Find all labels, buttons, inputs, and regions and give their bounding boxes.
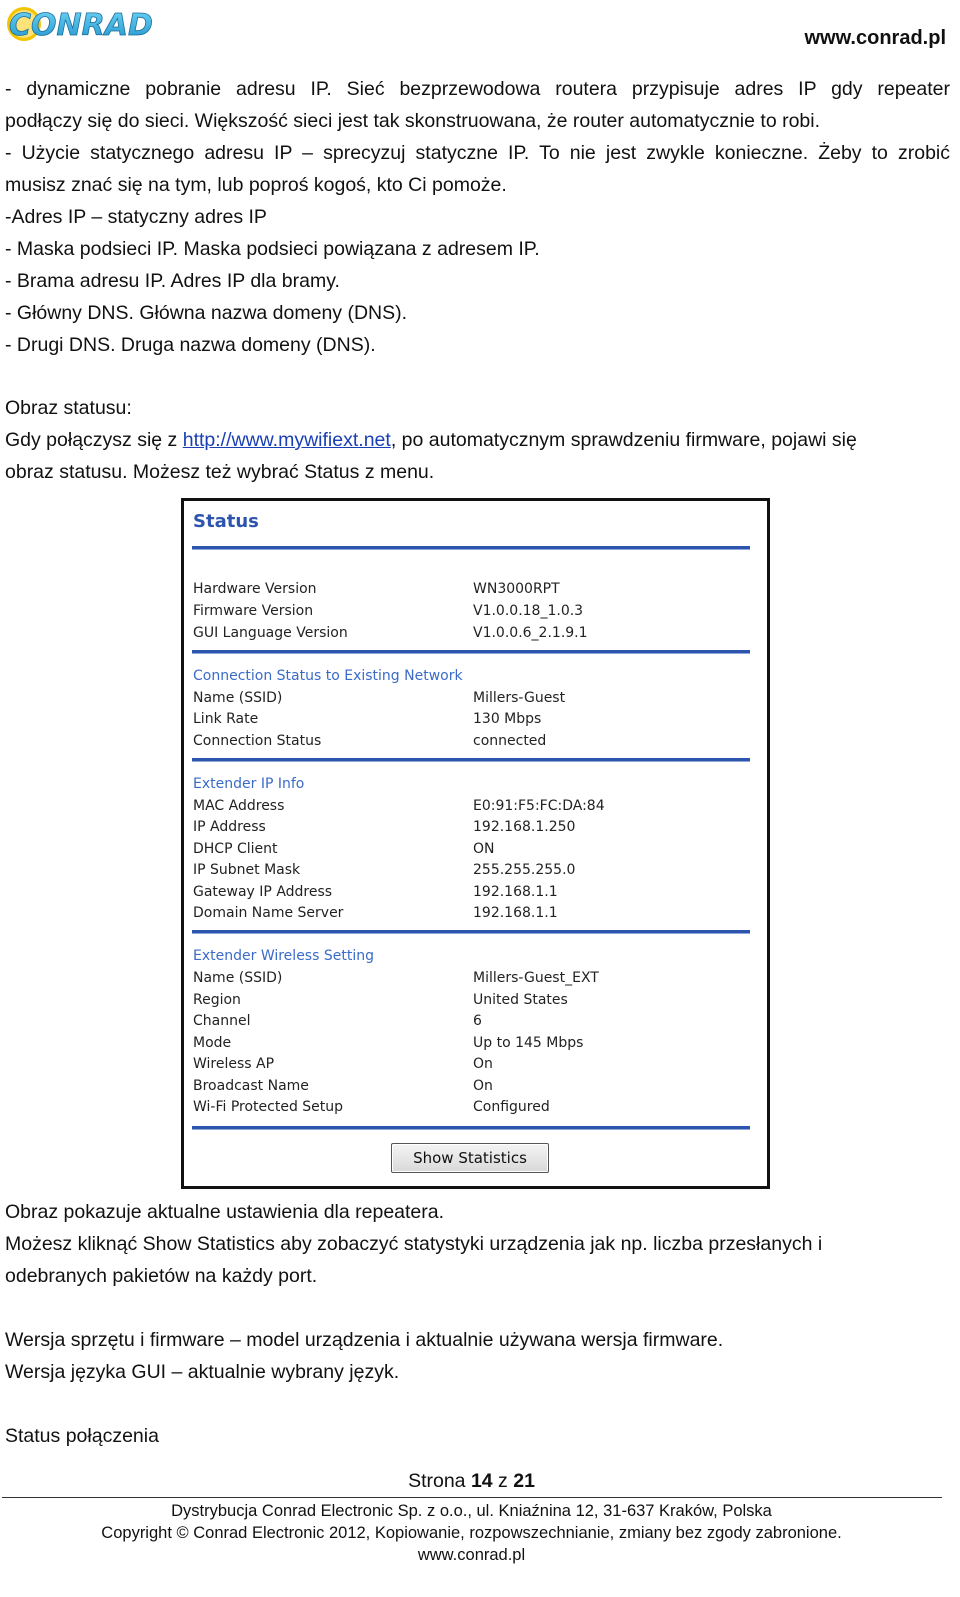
connection-status-title: Connection Status to Existing Network <box>193 668 463 684</box>
region-value: United States <box>473 992 568 1008</box>
ip-address-label: IP Address <box>193 819 266 835</box>
wireless-ssid-label: Name (SSID) <box>193 970 283 986</box>
divider <box>192 758 750 762</box>
text-line <box>5 424 950 456</box>
page-mid: z <box>492 1470 514 1492</box>
text-line: Wersja języka GUI – aktualnie wybrany język. <box>5 1361 400 1383</box>
wireless-setting-title: Extender Wireless Setting <box>193 948 374 964</box>
wireless-ap-value: On <box>473 1056 493 1072</box>
divider <box>192 1126 750 1130</box>
broadcast-name-value: On <box>473 1078 493 1094</box>
text-line: - Brama adresu IP. Adres IP dla bramy. <box>5 270 340 292</box>
page-number <box>0 1470 943 1493</box>
mac-address-value: E0:91:F5:FC:DA:84 <box>473 798 605 814</box>
footer-url: www.conrad.pl <box>417 1546 526 1564</box>
mode-label: Mode <box>193 1035 232 1051</box>
extender-ip-info-title: Extender IP Info <box>193 776 305 792</box>
page-header <box>0 0 960 60</box>
logo-wordmark: CONRAD <box>9 8 153 43</box>
firmware-version-value: V1.0.0.18_1.0.3 <box>473 603 584 619</box>
footer-divider <box>2 1497 942 1498</box>
page-prefix: Strona <box>408 1470 471 1492</box>
subnet-mask-label: IP Subnet Mask <box>193 862 301 878</box>
connection-status-label: Connection Status <box>193 733 322 749</box>
wireless-ssid-value: Millers-Guest_EXT <box>473 970 599 986</box>
link-rate-value: 130 Mbps <box>473 711 542 727</box>
text-line: Obraz pokazuje aktualne ustawienia dla repeatera. <box>5 1201 445 1223</box>
status-screenshot <box>181 498 770 1189</box>
dns-label: Domain Name Server <box>193 905 344 921</box>
region-label: Region <box>193 992 241 1008</box>
connection-heading-block <box>5 1420 950 1452</box>
subnet-mask-value: 255.255.255.0 <box>473 862 576 878</box>
dns-value: 192.168.1.1 <box>473 905 558 921</box>
text-line: - Drugi DNS. Druga nazwa domeny (DNS). <box>5 334 376 356</box>
hardware-version-label: Hardware Version <box>193 581 317 597</box>
wps-value: Configured <box>473 1099 550 1115</box>
text-line: - dynamiczne pobranie adresu IP. Sieć bezprzewodowa routera przypisuje adres IP gdy repeater <box>5 78 950 100</box>
page-current: 14 <box>470 1470 493 1492</box>
text-line: musisz znać się na tym, lub poproś kogoś, kto Ci pomoże. <box>5 174 507 196</box>
divider <box>192 546 750 550</box>
text-line: - Główny DNS. Główna nazwa domeny (DNS). <box>5 302 408 324</box>
section-heading: Status połączenia <box>5 1425 159 1447</box>
text-line: obraz statusu. Możesz też wybrać Status z menu. <box>5 461 435 483</box>
text-line: -Adres IP – statyczny adres IP <box>5 206 267 228</box>
explanation-text <box>5 1196 950 1292</box>
ip-address-value: 192.168.1.250 <box>473 819 576 835</box>
text-fragment: Gdy połączysz się z <box>5 429 183 451</box>
footer-distribution: Dystrybucja Conrad Electronic Sp. z o.o., ul. Kniaźnina 12, 31-637 Kraków, Polska <box>171 1502 772 1520</box>
broadcast-name-label: Broadcast Name <box>193 1078 309 1094</box>
gateway-label: Gateway IP Address <box>193 884 333 900</box>
header-url: www.conrad.pl <box>804 27 946 49</box>
mac-address-label: MAC Address <box>193 798 285 814</box>
text-line: - Użycie statycznego adresu IP – sprecyzuj statyczne IP. To nie jest zwykle konieczne. Żeby to zrobić <box>5 142 950 164</box>
connection-status-value: connected <box>473 733 547 749</box>
text-line: - Maska podsieci IP. Maska podsieci powiązana z adresem IP. <box>5 238 540 260</box>
conrad-logo <box>6 2 166 46</box>
version-text <box>5 1324 950 1388</box>
mode-value: Up to 145 Mbps <box>473 1035 584 1051</box>
page-total: 21 <box>513 1470 535 1492</box>
ssid-value: Millers-Guest <box>473 690 566 706</box>
status-title: Status <box>193 511 259 532</box>
text-line: odebranych pakietów na każdy port. <box>5 1265 318 1287</box>
wireless-ap-label: Wireless AP <box>193 1056 275 1072</box>
status-intro <box>5 392 950 488</box>
wps-label: Wi-Fi Protected Setup <box>193 1099 344 1115</box>
text-fragment: , po automatycznym sprawdzeniu firmware, pojawi się <box>390 429 857 451</box>
gui-language-version-label: GUI Language Version <box>193 625 348 641</box>
channel-value: 6 <box>473 1013 482 1029</box>
footer-copyright: Copyright © Conrad Electronic 2012, Kopiowanie, rozpowszechnianie, zmiany bez zgody zabronione. <box>101 1524 842 1542</box>
divider <box>192 930 750 934</box>
mywifiext-link[interactable]: http://www.mywifiext.net <box>182 429 391 451</box>
divider <box>192 650 750 654</box>
text-line: Wersja sprzętu i firmware – model urządzenia i aktualnie używana wersja firmware. <box>5 1329 724 1351</box>
show-statistics-button[interactable]: Show Statistics <box>391 1143 549 1173</box>
hardware-version-value: WN3000RPT <box>473 581 560 597</box>
ssid-label: Name (SSID) <box>193 690 283 706</box>
dhcp-client-value: ON <box>473 841 495 857</box>
firmware-version-label: Firmware Version <box>193 603 314 619</box>
link-rate-label: Link Rate <box>193 711 259 727</box>
text-line: Możesz kliknąć Show Statistics aby zobaczyć statystyki urządzenia jak np. liczba przesłanych i <box>5 1233 823 1255</box>
dhcp-client-label: DHCP Client <box>193 841 278 857</box>
text-line: podłączy się do sieci. Większość sieci jest tak skonstruowana, że router automatycznie to robi. <box>5 110 821 132</box>
section-heading: Obraz statusu: <box>5 397 132 419</box>
gui-language-version-value: V1.0.0.6_2.1.9.1 <box>473 625 588 641</box>
channel-label: Channel <box>193 1013 251 1029</box>
gateway-value: 192.168.1.1 <box>473 884 558 900</box>
intro-text <box>5 73 950 361</box>
